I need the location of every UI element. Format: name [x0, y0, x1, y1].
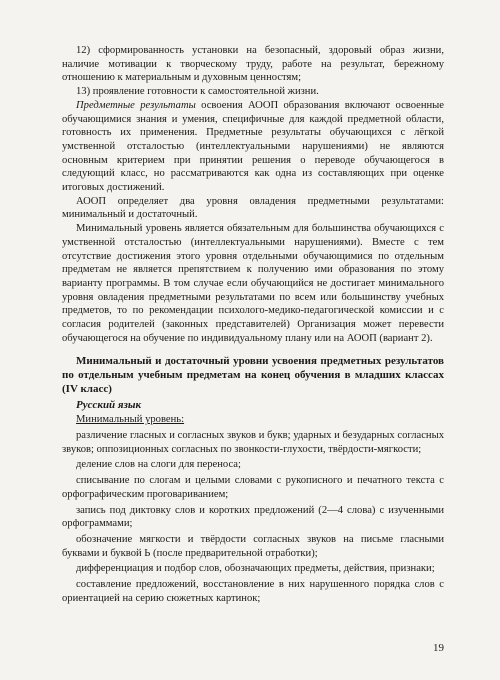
- section-heading: Минимальный и достаточный уровни усвоения предметных результатов по отдельным учебным предметам на конец обучения в младших классах (IV класс): [62, 355, 444, 395]
- list-item: обозначение мягкости и твёрдости согласных звуков на письме гласными буквами и буквой Ь (после предварительной отработки);: [62, 533, 444, 559]
- list-item: составление предложений, восстановление в них нарушенного порядка слов с ориентацией на серию сюжетных картинок;: [62, 579, 444, 604]
- paragraph-item-13: 13) проявление готовности к самостоятельной жизни.: [76, 86, 319, 98]
- paragraph-minimal-level: Минимальный уровень является обязательным для большинства обучающихся с умственной отсталостью (интеллектуальными нарушениями). Вместе с тем отсутствие достижения этого уровня отдельными обучающимися по отдельным предметам не является препятствием к получению ими образования по этому варианту программы. В том случае если обучающийся не достигает минимального уровня овладения предметными результатами по всем или большинству учебных предметов, то по рекомендации психолого-медико-педагогической комиссии и с согласия родителей (законных представителей) Организация может перевести обучающегося на обучение по индивидуальному плану или на АООП (вариант 2).: [62, 223, 444, 344]
- subject-heading: Русский язык: [76, 398, 142, 411]
- paragraph-two-levels: АООП определяет два уровня овладения предметными результатами: минимальный и достаточный.: [62, 195, 444, 221]
- paragraph-item-12: 12) сформированность установки на безопасный, здоровый образ жизни, наличие мотивации к творческому труду, работе на результат, бережному отношению к материальным и духовным ценностям;: [62, 45, 444, 84]
- level-heading: Минимальный уровень:: [76, 414, 185, 426]
- subject-results-lead: Предметные результаты: [76, 99, 196, 111]
- list-item: различение гласных и согласных звуков и букв; ударных и безударных согласных звуков; оппозиционных согласных по звонкости-глухости, твёрдости-мягкости;: [62, 429, 444, 455]
- list-item: списывание по слогам и целыми словами с рукописного и печатного текста с орфографическим проговариванием;: [62, 475, 444, 500]
- subject-results-text: освоения АООП образования включают освоенные обучающимися знания и умения, специфичные для каждой предметной области, готовность их применения. Предметные результаты обучающихся с лёгкой умственной отсталостью (интеллектуальными нарушениями) не являются основным критерием при принятии решения о переводе обучающегося в следующий класс, но рассматриваются как одна из составляющих при оценке итоговых достижений.: [62, 99, 444, 194]
- paragraph-subject-results: [62, 99, 444, 195]
- page-number: 19: [433, 642, 444, 654]
- list-item: деление слов на слоги для переноса;: [76, 459, 241, 471]
- list-item: дифференциация и подбор слов, обозначающих предметы, действия, признаки;: [76, 563, 435, 575]
- list-item: запись под диктовку слов и коротких предложений (2—4 слова) с изученными орфограммами;: [62, 504, 444, 530]
